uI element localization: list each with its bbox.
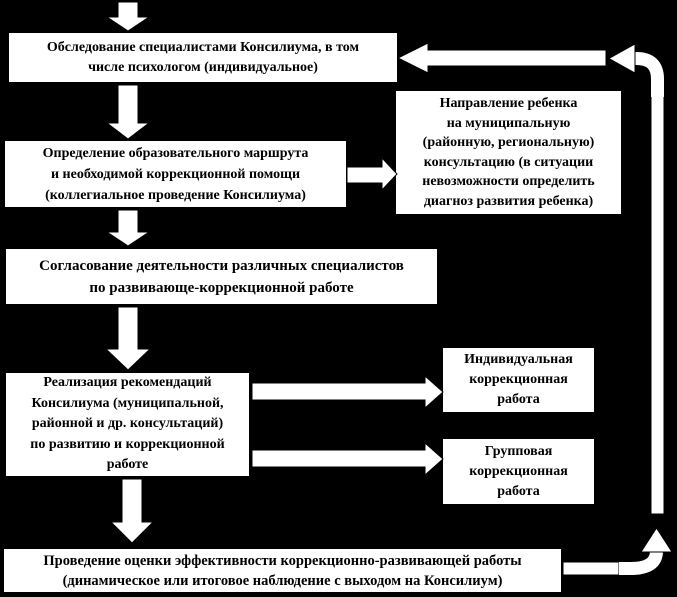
feedback-arrow-into-examination-icon (398, 43, 606, 73)
feedback-elbow-top (635, 59, 658, 98)
feedback-line-right (651, 96, 664, 514)
node-evaluation: Проведение оценки эффективности коррекционно-развивающей работы (динамическое или итоговое наблюдение с выходом на Консилиум) (3, 548, 562, 593)
node-route-determination: Определение образовательного маршрута и необходимой коррекционной помощи (коллегиальное проведение Консилиума) (4, 140, 347, 208)
node-examination: Обследование специалистами Консилиума, в том числе психологом (индивидуальное) (8, 32, 398, 83)
node-coordination: Согласование деятельности различных специалистов по развивающе-коррекционной работе (5, 248, 438, 305)
arrow-implementation-to-evaluation-icon (111, 479, 153, 543)
node-group-work: Групповая коррекционная работа (442, 438, 595, 505)
arrow-route-to-coordination-icon (107, 210, 149, 246)
arrow-examination-to-route-icon (107, 85, 149, 139)
feedback-bar-bottom (563, 562, 619, 575)
arrow-implementation-to-group-icon (252, 443, 443, 475)
node-implementation: Реализация рекомендаций Консилиума (муниципальной, районной и др. консультаций) по развитию и коррекционной работе (5, 372, 250, 477)
arrow-route-to-referral-icon (347, 158, 397, 190)
arrow-down-into-examination-icon (107, 2, 149, 31)
node-referral: Направление ребенка на муниципальную (районную, региональную) консультацию (в ситуации невозможности определить диагноз развития ребенка) (395, 90, 622, 215)
feedback-arrowhead-up-icon (641, 528, 672, 552)
feedback-elbow-arrowhead-left-icon (609, 44, 635, 73)
feedback-elbow-bottom (619, 551, 657, 569)
arrow-coordination-to-implementation-icon (106, 307, 150, 370)
arrow-implementation-to-individual-icon (252, 376, 443, 408)
node-individual-work: Индивидуальная коррекционная работа (442, 347, 595, 413)
